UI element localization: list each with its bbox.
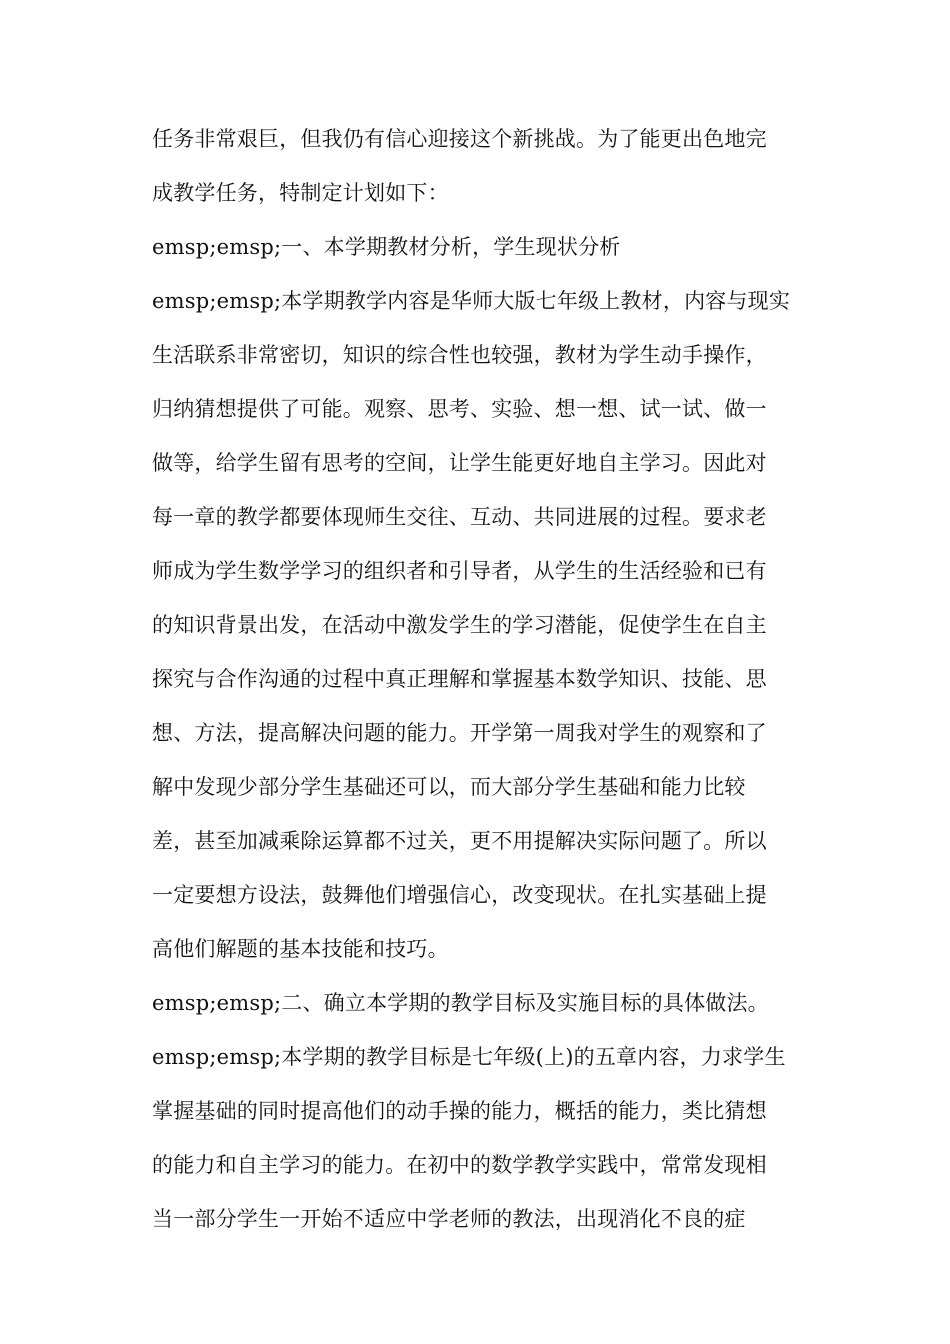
text-line: 做等，给学生留有思考的空间，让学生能更好地自主学习。因此对 xyxy=(152,451,767,475)
section-heading: emsp;emsp;一、本学期教材分析，学生现状分析 xyxy=(152,235,621,259)
text-line: 解中发现少部分学生基础还可以，而大部分学生基础和能力比较 xyxy=(152,775,746,799)
text-line: 掌握基础的同时提高他们的动手操的能力，概括的能力，类比猜想 xyxy=(152,1099,767,1123)
text-line: 师成为学生数学学习的组织者和引导者，从学生的生活经验和已有 xyxy=(152,559,767,583)
text-line: 每一章的教学都要体现师生交往、互动、共同进展的过程。要求老 xyxy=(152,505,767,529)
section-heading: emsp;emsp;二、确立本学期的教学目标及实施目标的具体做法。 xyxy=(152,991,769,1015)
text-line: 成教学任务，特制定计划如下： xyxy=(152,181,449,205)
text-line: 的能力和自主学习的能力。在初中的数学教学实践中，常常发现相 xyxy=(152,1153,767,1177)
text-line: 差，甚至加减乘除运算都不过关，更不用提解决实际问题了。所以 xyxy=(152,829,767,853)
text-line: 的知识背景出发，在活动中激发学生的学习潜能，促使学生在自主 xyxy=(152,613,767,637)
text-line: 归纳猜想提供了可能。观察、思考、实验、想一想、试一试、做一 xyxy=(152,397,767,421)
text-line: 想、方法，提高解决问题的能力。开学第一周我对学生的观察和了 xyxy=(152,721,767,745)
document-body xyxy=(152,112,812,1246)
text-line: 当一部分学生一开始不适应中学老师的教法，出现消化不良的症 xyxy=(152,1207,746,1231)
text-line: emsp;emsp;本学期教学内容是华师大版七年级上教材，内容与现实 xyxy=(152,289,791,313)
text-line: emsp;emsp;本学期的教学目标是七年级(上)的五章内容，力求学生 xyxy=(152,1045,786,1069)
text-line: 探究与合作沟通的过程中真正理解和掌握基本数学知识、技能、思 xyxy=(152,667,767,691)
text-line: 一定要想方设法，鼓舞他们增强信心，改变现状。在扎实基础上提 xyxy=(152,883,767,907)
text-line: 生活联系非常密切，知识的综合性也较强，教材为学生动手操作， xyxy=(152,343,767,367)
text-line: 高他们解题的基本技能和技巧。 xyxy=(152,937,449,961)
text-line: 任务非常艰巨，但我仍有信心迎接这个新挑战。为了能更出色地完 xyxy=(152,127,767,151)
